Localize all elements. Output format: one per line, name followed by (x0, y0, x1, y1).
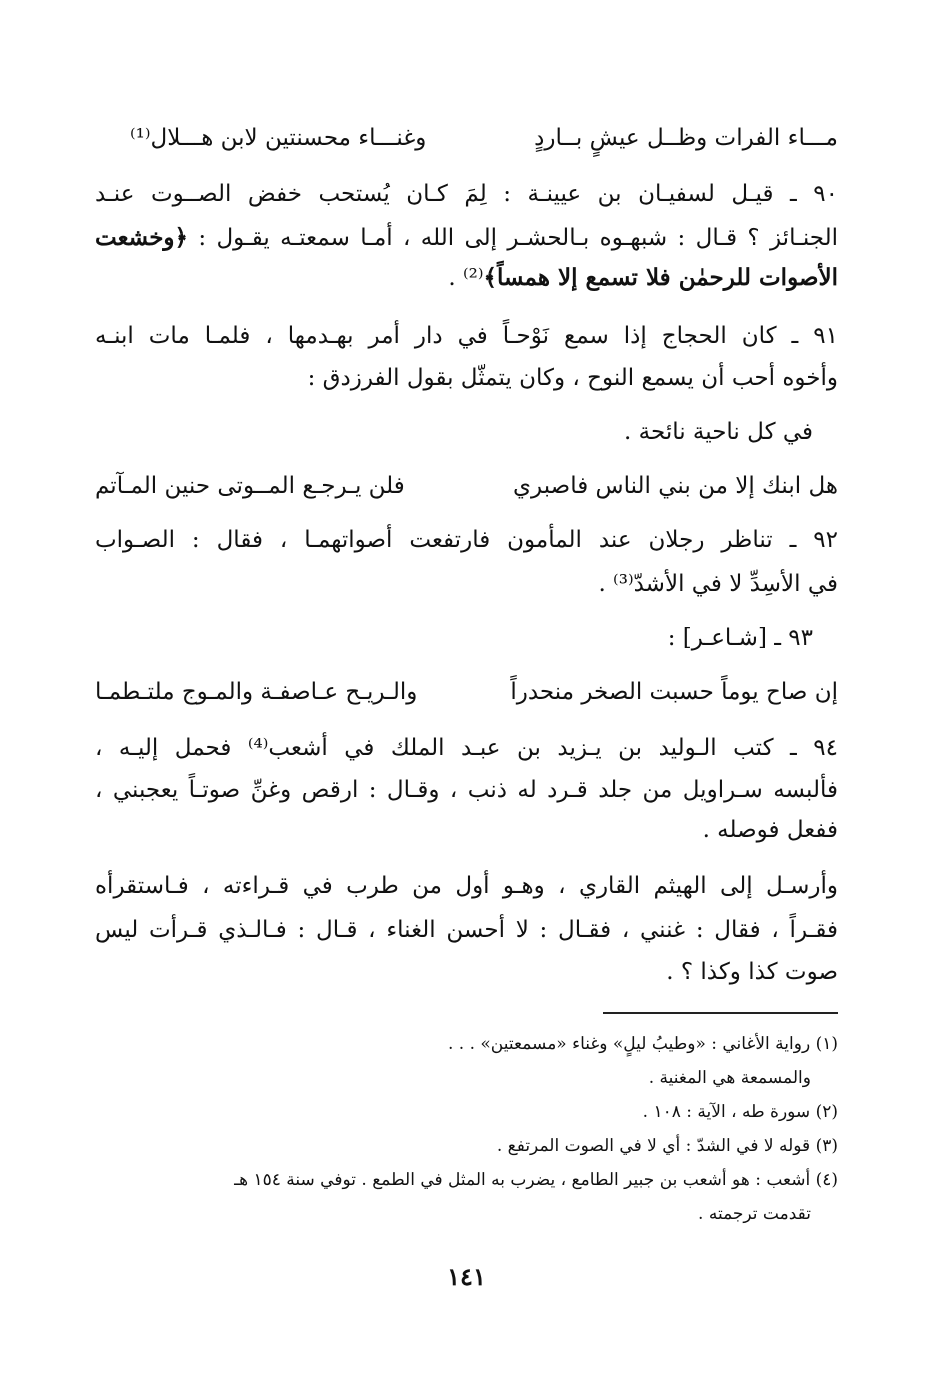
paragraph-94-line-2: فألبسه سـراويل من جلد قـرد له ذنب ، وقـال : ارقص وغنِّ صوتـاً يعجبني ، (95, 777, 838, 803)
paragraph-95-line-2: فقـراً ، فقال : غنني ، فقـال : لا أحسن الغناء ، قـال : فـالـذي قـرأت ليس (95, 917, 838, 943)
paragraph-90-line-1: ٩٠ ـ قيـل لسفيـان بن عيينـة : لِمَ كـان يُستحب خفض الصــوت عنـد (95, 181, 838, 207)
footnote-ref-2: ⁽²⁾ . (448, 265, 484, 291)
footnote-divider (603, 1012, 838, 1014)
verse-2-second-hemistich: فلن يـرجـع المــوتى حنين المـآتم (95, 473, 405, 499)
verse-1-first-hemistich: مـــاء الفرات وظــل عيشٍ بــاردٍ (534, 125, 838, 151)
paragraph-91-line-2: وأخوه أحب أن يسمع النوح ، وكان يتمثّل بقول الفرزدق : (307, 365, 838, 391)
verse-3-first-hemistich: إن صاح يوماً حسبت الصخر منحدراً (510, 679, 838, 705)
footnote-4: (٤) أشعب : هو أشعب بن جبير الطامع ، يضرب به المثل في الطمع . توفي سنة ١٥٤ هـ (234, 1170, 838, 1190)
quran-quote-start: ﴿وخشعت (95, 224, 188, 251)
footnote-4-continuation: تقدمت ترجمته . (698, 1204, 811, 1224)
paragraph-93-line-1: ٩٣ ـ [شـاعـر] : (667, 625, 813, 651)
footnote-1: (١) رواية الأغاني : «وطيبُ ليلٍ» وغناء «مسمعتين» . . . (447, 1034, 838, 1054)
paragraph-90-line-2 (95, 218, 838, 258)
paragraph-94-line-1: ٩٤ ـ كتب الـوليد بن يـزيد بن عبـد الملك في أشعب⁽⁴⁾ فحمل إليـه ، (95, 735, 838, 761)
paragraph-90-line-2-text: الجنـائز ؟ قـال : شبهـوه بـالحشـر إلى الله ، أمـا سمعتـه يقـول : (198, 225, 838, 251)
footnote-1-continuation: والمسمعة هي المغنية . (648, 1068, 811, 1088)
paragraph-91-line-1: ٩١ ـ كان الحجاج إذا سمع نَوْحـاً في دار أمر بهـدمها ، فلمـا مات ابنـه (95, 323, 838, 349)
verse-2-first-hemistich: هل ابنك إلا من بني الناس فاصبري (513, 473, 838, 499)
paragraph-90-line-3 (95, 258, 838, 298)
paragraph-92-line-1: ٩٢ ـ تناظر رجلان عند المأمون فارتفعت أصواتهمـا ، فقال : الصـواب (95, 527, 838, 553)
paragraph-94-line-3: ففعل فوصله . (702, 817, 838, 843)
verse-1-second-hemistich: وغنـــاء محسنتين لابن هـــلال⁽¹⁾ (130, 125, 427, 151)
page-number: ١٤١ (447, 1262, 486, 1291)
paragraph-92-line-2: في الأسِدِّ لا في الأشدّ⁽³⁾ . (598, 571, 838, 597)
footnote-3: (٣) قوله لا في الشدّ : أي لا في الصوت المرتفع . (496, 1136, 838, 1156)
footnote-2: (٢) سورة طه ، الآية : ١٠٨ . (642, 1102, 838, 1122)
paragraph-91-line-3: في كل ناحية نائحة . (624, 419, 813, 445)
verse-3-second-hemistich: والـريـح عـاصفـة والمـوج ملتـطمـا (95, 679, 418, 705)
paragraph-95-line-1: وأرسـل إلى الهيثم القاري ، وهـو أول من طرب في قـراءته ، فـاستقرأه (95, 873, 838, 899)
quran-quote-end: الأصوات للرحمٰن فلا تسمع إلا همساً﴾ (483, 264, 838, 291)
paragraph-95-line-3: صوت كذا وكذا ؟ . (666, 959, 838, 985)
